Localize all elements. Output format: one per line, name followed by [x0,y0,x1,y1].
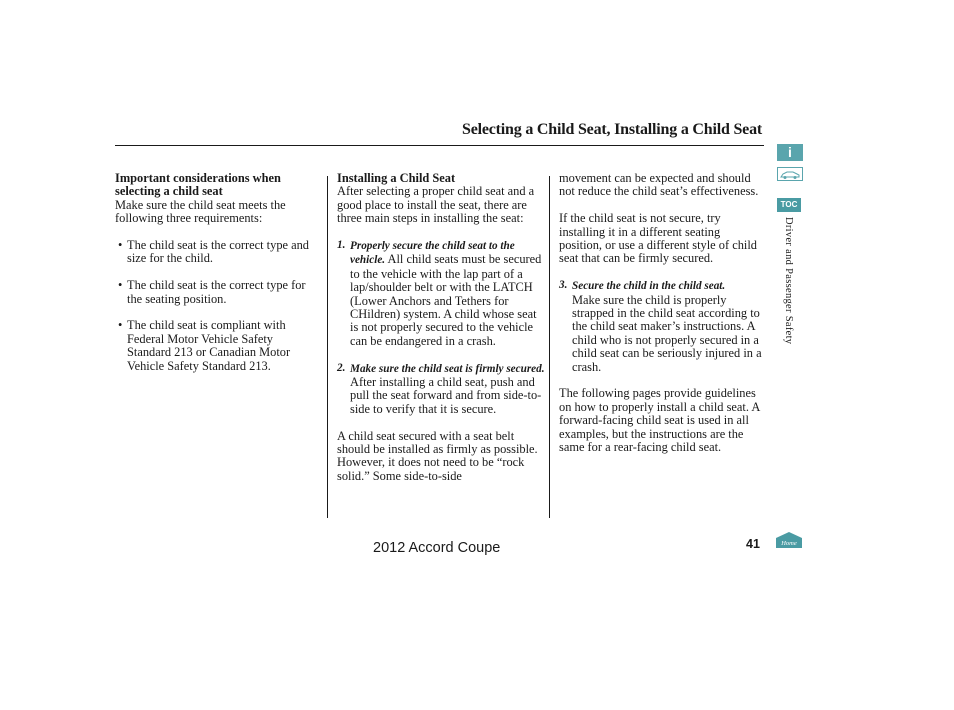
continued-paragraph: movement can be expected and should not reduce the child seat’s effectiveness. [559,171,759,199]
bullet-icon: • [118,278,123,293]
section-tab[interactable]: Driver and Passenger Safety [783,217,794,345]
car-icon[interactable] [777,167,803,181]
list-item: • The child seat is the correct type and size for the child. [118,238,309,266]
svg-text:Home: Home [781,540,797,547]
considerations-intro: Make sure the child seat meets the following three requirements: [115,197,286,226]
following-paragraph: The following pages provide guidelines on how to properly install a child seat. A forward-facing child seat is used in all examples, but the instructions are the same for a rear-facing child seat. [559,386,760,455]
list-item: • The child seat is compliant with Federal Motor Vehicle Safety Standard 213 or Canadian Motor Vehicle Safety Standard 213. [118,318,291,373]
info-icon[interactable]: i [777,144,803,161]
list-item: • The child seat is the correct type for the seating position. [118,278,306,306]
bullet-icon: • [118,238,123,253]
closing-paragraph: A child seat secured with a seat belt should be installed as firmly as possible. However, it does not need to be “rock solid.” Some side-to-side [337,428,538,483]
considerations-heading: Important considerations when selecting a child seat [115,171,281,199]
bullet-icon: • [118,318,123,333]
not-secure-paragraph: If the child seat is not secure, try installing it in a different seating position, or use a different style of child seat that can be firmly secured. [559,211,757,266]
home-icon-graphic [775,531,803,549]
toc-button[interactable]: TOC [777,198,801,212]
title-rule [115,145,764,146]
car-icon-graphic [777,167,803,181]
column-1 [115,172,315,373]
step-2: 2. Make sure the child seat is firmly secured. After installing a child seat, push and pull the seat forward and from side-to-side to verify that it is secure. [337,361,545,416]
page-title: Selecting a Child Seat, Installing a Child Seat [462,121,762,138]
column-2 [337,172,545,483]
installing-heading: Installing a Child Seat [337,171,456,185]
home-icon[interactable] [775,531,803,549]
column-divider [327,176,328,518]
page-number: 41 [746,537,760,551]
installing-intro: After selecting a proper child seat and a good place to install the seat, there are three main steps in installing the seat: [337,184,535,226]
step-1: 1. Properly secure the child seat to the vehicle. All child seats must be secured to the vehicle with the lap part of a lap/shoulder belt or with the LATCH (Lower Anchors and Tethers for CHildren) system. A child whose seat is not properly secured to the vehicle can be endangered in a crash. [337,239,542,348]
footer-model: 2012 Accord Coupe [373,540,501,556]
column-divider [549,176,550,518]
column-3 [559,172,765,454]
step-3: 3. Secure the child in the child seat. Make sure the child is properly strapped in the child seat according to the child seat maker’s instructions. A child who is not properly secured in a child seat can be seriously injured in a crash. [559,279,762,374]
